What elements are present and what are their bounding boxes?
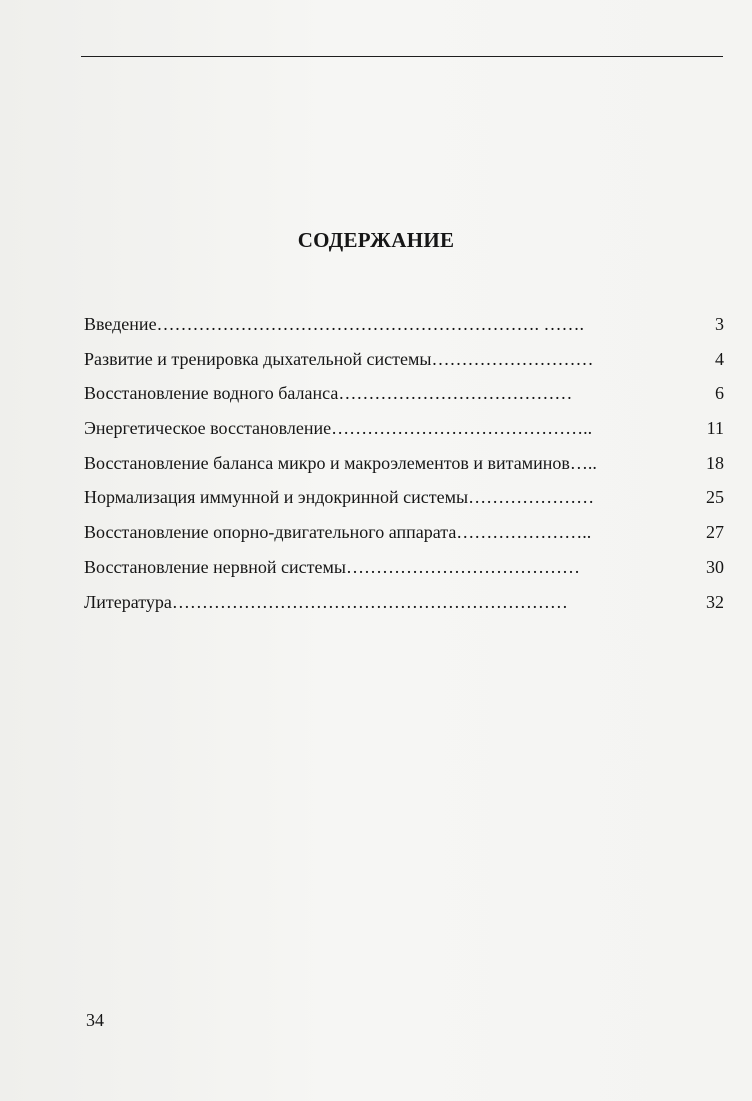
toc-page-number: 6: [715, 383, 724, 404]
toc-entry: Восстановление опорно-двигательного аппарата…………………..: [84, 522, 592, 543]
toc-item-literature: [84, 590, 724, 625]
toc-item-water-balance: [84, 381, 724, 416]
toc-page-number: 4: [715, 348, 724, 369]
header-rule: [81, 56, 723, 57]
toc-entry: Восстановление баланса микро и макроэлементов и витаминов…..: [84, 452, 597, 473]
toc-item-energy: [84, 416, 724, 451]
toc-page-number: 32: [706, 591, 724, 612]
toc-entry: Развитие и тренировка дыхательной системы………………………: [84, 348, 594, 369]
toc-page-number: 3: [715, 314, 724, 334]
toc-entry: Энергетическое восстановление……………………………………..: [84, 418, 593, 439]
table-of-contents: [84, 312, 724, 624]
toc-item-nervous: [84, 555, 724, 590]
toc-entry: Введение………………………………………………………. …….: [84, 314, 585, 334]
toc-page-number: 18: [706, 452, 724, 473]
toc-page-number: 11: [706, 418, 724, 439]
toc-page-number: 25: [706, 487, 724, 508]
toc-entry: Восстановление нервной системы…………………………………: [84, 556, 580, 577]
toc-item-respiratory: [84, 347, 724, 382]
toc-entry: Нормализация иммунной и эндокринной системы…………………: [84, 487, 595, 508]
page-number: 34: [86, 1010, 104, 1030]
toc-item-musculoskeletal: [84, 520, 724, 555]
page-title: СОДЕРЖАНИЕ: [297, 228, 455, 252]
toc-item-introduction: [84, 312, 724, 347]
toc-item-immune-endocrine: [84, 485, 724, 520]
toc-entry: Восстановление водного баланса…………………………………: [84, 383, 573, 404]
toc-item-micro-macro: [84, 451, 724, 486]
toc-entry: Литература…………………………………………………………: [84, 591, 568, 612]
toc-page-number: 30: [706, 556, 724, 577]
toc-page-number: 27: [706, 522, 724, 543]
